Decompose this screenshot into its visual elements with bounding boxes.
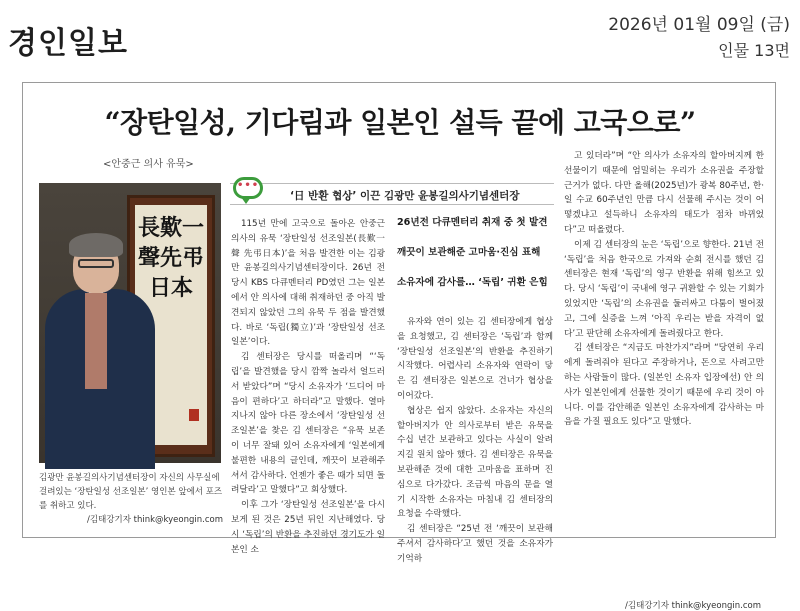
paragraph: 115년 만에 고국으로 돌아온 안중근 의사의 유묵 ‘장탄일성 선조일본(長歎一聲 先弔日本)’을 처음 발견한 이는 김광만 윤봉길의사기념센터장이다. 26년 전 당시 KBS 다큐멘터리 PD였던 그는 일본에서 안 의사에 대해 취재하던 중 아직 발견되지 않았던 그의 유묵 두 점을 발견했다. 바로 ‘독립(獨立)’과 ‘장탄일성 선조일본’이다.	[231, 219, 385, 348]
paragraph: 유자와 연이 있는 김 센터장에게 협상을 요청했고, 김 센터장은 ‘독립’과 함께 ‘장탄일성 선조일본’의 반환을 추진하기 시작했다. 어렵사리 소유자와 연락이 닿은 김 센터장은 일본으로 건너가 협상을 이어갔다.	[397, 317, 553, 401]
paragraph: 김 센터장은 당시를 떠올리며 “‘독립’을 발견했을 당시 깜짝 놀라서 얼드러서 받았다”며 “당시 소유자가 ‘드디어 마음이 편하다’고 하더라”고 말했다. 열마 지나지 않아 다른 장소에서 ‘장탄일성 선조일본’을 찾은 김 센터장은 “유묵 보존이 너무 잘돼 있어 소유자에게 ‘일본에게 불편한 내용의 글인데, 깨끗이 보관해주셔서 감사하다. 언젠가 좋은 때가 되면 돌려달라’고 말했다”고 회상했다.	[231, 352, 385, 496]
body-column-3	[564, 149, 764, 430]
byline-credit: /김태강기자 think@kyeongin.com	[625, 601, 761, 611]
paragraph: 이후 그가 ‘장탄일성 선조일본’을 다시 보게 된 것은 25년 뒤인 지난해였다. 당시 ‘독립’의 반환을 추진하던 경기도가 일본인 소	[231, 500, 385, 555]
paragraph: 고 있더라”며 “안 의사가 소유자의 할아버지께 한 선물이기 때문에 엄밀히는 우리가 소유권을 주장할 근거가 없다. 다만 올해(2025년)가 광복 80주년, 한·일 수교 60주년인 만큼 다시 선물해 주시는 것이 어떻겠냐고 설득하니 소유자의 태도가 점차 바뀌었다”고 떠올렸다.	[564, 151, 764, 235]
pull-quote: 소유자에 감사를… ‘독립’ 귀환 은힘	[397, 277, 548, 288]
speech-bubble-tail	[241, 197, 251, 204]
paragraph: 협상은 쉽지 않았다. 소유자는 자신의 할아버지가 안 의사로부터 받은 유묵을 수십 년간 보관하고 있다는 사실이 알려지길 원치 않아 했다. 김 센터장은 유묵을 보관해준 것에 대한 고마움을 표하며 진심으로 다가갔다. 조금씩 마음의 문을 열기 시작한 소유자는 마침내 김 센터장의 요청을 수락했다.	[397, 405, 553, 520]
person-hair	[69, 233, 123, 257]
pull-quote: 26년전 다큐멘터리 취재 중 첫 발견	[397, 217, 548, 228]
photo-caption: 김광만 윤봉길의사기념센터장이 자신의 사무실에 걸려있는 ‘장탄일성 선조일본’ 영인본 앞에서 포즈를 취하고 있다.	[39, 473, 223, 511]
body-column-1	[231, 217, 385, 557]
person-glasses	[78, 259, 114, 268]
masthead	[0, 0, 800, 78]
paragraph: 김 센터장은 “지금도 마찬가지”라며 “당연히 우리에게 돌려줘야 된다고 주장하거나, 돈으로 사려고만 하는 사람들이 많다. (일본인 소유자 입장에선) 안 의사가 일본인에게 선물한 것이기 때문에 우리 것이 아니다. 이를 감안해준 일본인 소유자에게 감사하는 마음을 가질 필요도 있다”고 말했다.	[564, 343, 764, 428]
article-clipping	[22, 82, 776, 611]
body-column-2	[397, 315, 553, 567]
article-kicker	[230, 183, 554, 205]
calligraphy-text: 長歎一聲先弔日本	[137, 215, 204, 301]
photo-credit: /김태강기자 think@kyeongin.com	[87, 515, 223, 525]
newspaper-logo: 경인일보	[8, 26, 128, 61]
article-subhead: <안중근 의사 유묵>	[103, 159, 194, 170]
article-photo	[39, 183, 221, 463]
article-headline: “장탄일성, 기다림과 일본인 설득 끝에 고국으로”	[104, 106, 696, 139]
speech-bubble-dots: •••	[237, 180, 260, 191]
kicker-text: ‘日 반환 협상’ 이끈 김광만 윤봉길의사기념센터장	[290, 190, 520, 202]
person-scarf	[85, 293, 107, 389]
pull-quotes	[397, 215, 557, 305]
paragraph: 김 센터장은 “25년 전 ‘깨끗이 보관해주셔서 감사하다’고 했던 것을 소유자가 기억하	[397, 524, 553, 564]
paragraph: 이제 김 센터장의 눈은 ‘독립’으로 향한다. 21년 전 ‘독립’을 처음 한국으로 가져와 순회 전시를 했던 김 센터장은 현재 ‘독립’의 영구 반환을 위해 힘쓰고 있다. 당시 ‘독립’이 국내에 영구 귀환할 수 있는 기회가 있었지만 ‘독립’의 소유권을 둘러싸고 다툼이 벌어졌고, 그에 실증을 느껴 ‘아직 우리는 받을 자격이 없다’고 판단해 소유자에게 돌려줬다고 한다.	[564, 239, 764, 339]
issue-date: 2026년 01월 09일 (금)	[608, 15, 790, 35]
seal-stamp	[189, 409, 199, 421]
pull-quote: 깨끗이 보관해준 고마움·진심 표해	[397, 247, 541, 258]
section-page: 인물 13면	[718, 41, 790, 60]
